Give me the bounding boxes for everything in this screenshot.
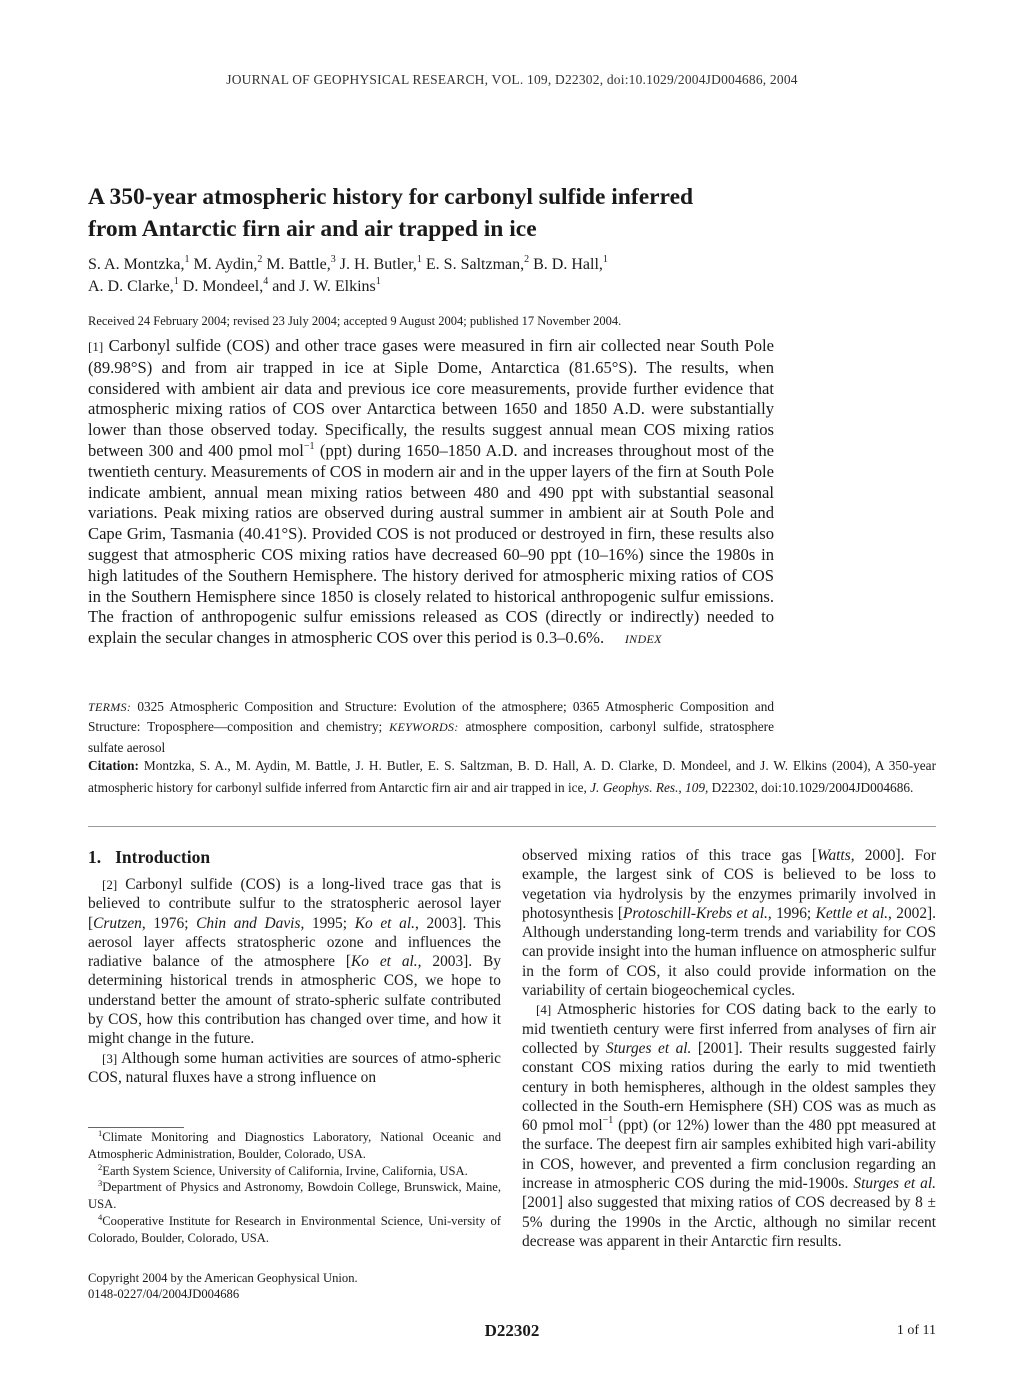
paragraph-number: [3] (102, 1050, 118, 1066)
text-run: , 2003]. This aerosol layer affects stratospheric ozone and influences the radiative balance of the atmosphere [ (88, 914, 501, 971)
citation-label: Citation: (88, 758, 139, 773)
footnote-marker: 1 (98, 1128, 103, 1138)
affiliation-marker: 2 (257, 254, 263, 265)
section-title: Introduction (115, 847, 211, 867)
article-title (88, 181, 948, 245)
section-divider (88, 826, 936, 827)
affiliation-marker: 1 (184, 254, 190, 265)
copyright-notice (88, 1271, 501, 1302)
paragraph-3-continued (522, 846, 936, 1000)
citation-doi: , D22302, doi:10.1029/2004JD004686. (705, 779, 914, 795)
citation-volume: 109 (685, 779, 705, 795)
unit-exponent: −1 (602, 1115, 614, 1127)
affiliation-marker: 1 (602, 254, 608, 265)
paragraph-3 (88, 1049, 501, 1088)
text-run: , 1976; (141, 914, 197, 932)
citation-author: Crutzen (93, 914, 142, 932)
abstract-text-cont: (ppt) during 1650–1850 A.D. and increases throughout most of the twentieth century. Measurements of COS in modern air and in the upper layers of the firn at South Pole indicate ambient, annual mean mixing ratios between 480 and 490 ppt with substantial seasonal variations. Peak mixing ratios are observed during austral summer in ambient air at South Pole and Cape Grim, Tasmania (40.41°S). Provided COS is not produced or destroyed in firn, these results also suggest that atmospheric COS mixing ratios have decreased 60–90 ppt (10–16%) since the 1980s in high latitudes of the Southern Hemisphere. The history derived for atmospheric mixing ratios of COS in the Southern Hemisphere since 1850 is closely related to historical anthropogenic sulfur emissions. The fraction of anthropogenic sulfur emissions released as COS (directly or indirectly) needed to explain the secular changes in atmospheric COS over this period is 0.3–0.6%. (88, 440, 775, 648)
citation-author: Chin and Davis (196, 914, 301, 932)
text-run: [2001]. Their results suggested fairly constant COS mixing ratios during the early to mid twentieth century in both hemispheres, although in the oldest samples they collected in the South-ern Hemisphere (SH) COS was as much as 60 pmol mol (522, 1039, 936, 1135)
citation-author: Protoschill-Krebs et al. (623, 904, 768, 922)
title-line-2: from Antarctic firn air and air trapped in ice (88, 216, 537, 242)
index-terms (88, 697, 774, 758)
author-list (88, 254, 948, 298)
citation-text: Montzka, S. A., M. Aydin, M. Battle, J. H. Butler, E. S. Saltzman, B. D. Hall, A. D. Clarke, D. Mondeel, and J. W. Elkins (2004), A 350-year atmospheric history for carbonyl sulfide inferred from Antarctic firn air and air trapped in ice, (88, 758, 936, 795)
page-identifier: D22302 (484, 1321, 540, 1340)
footnote (88, 1179, 501, 1213)
running-head: JOURNAL OF GEOPHYSICAL RESEARCH, VOL. 109, D22302, doi:10.1029/2004JD004686, 2004 (226, 72, 798, 87)
citation-author: Sturges et al. (605, 1039, 692, 1057)
author-name: M. Aydin, (193, 256, 258, 273)
author-name: A. D. Clarke, (88, 278, 174, 295)
paragraph-number: [1] (88, 339, 104, 354)
citation-author: Kettle et al. (815, 904, 889, 922)
affiliation-marker: 2 (524, 254, 530, 265)
citation-author: Ko et al. (350, 953, 418, 971)
affiliation-marker: 1 (173, 276, 179, 287)
title-line-1: A 350-year atmospheric history for carbonyl sulfide inferred (88, 184, 694, 210)
text-run: , 1996; (767, 904, 816, 922)
author-name: J. H. Butler, (339, 256, 417, 273)
text-run: , 1995; (300, 914, 355, 932)
affiliation-footnotes (88, 1129, 501, 1247)
text-run: , 2003]. By determining historical trends in atmospheric COS, we hope to understand better the amount of strato-spheric sulfate contributed by COS, how this contribution has changed over time, and how it might change in the future. (88, 953, 501, 1048)
citation-journal: J. Geophys. Res. (590, 779, 679, 795)
page-count: 1 of 11 (896, 1323, 936, 1338)
paragraph-text: Although some human activities are sources of atmo-spheric COS, natural fluxes have a strong influence on (88, 1049, 501, 1086)
author-name: M. Battle, (266, 256, 331, 273)
abstract (88, 336, 774, 650)
paragraph-text (88, 876, 501, 1047)
paragraph-2 (88, 875, 501, 1049)
paragraph-number: [2] (102, 877, 118, 892)
author-line-1 (88, 254, 948, 276)
citation-separator: , (678, 779, 686, 795)
received-dates: Received 24 February 2004; revised 23 July 2004; accepted 9 August 2004; published 17 November 2004. (88, 314, 622, 328)
paragraph-text (522, 847, 936, 999)
paragraph-4 (522, 1000, 936, 1251)
author-name: B. D. Hall, (533, 256, 603, 273)
section-number: 1. (88, 847, 102, 867)
footnote-marker: 4 (98, 1211, 103, 1222)
terms-label: TERMS: (88, 700, 132, 714)
unit-exponent: −1 (303, 440, 315, 452)
footnote-text: Climate Monitoring and Diagnostics Laboratory, National Oceanic and Atmospheric Administration, Boulder, Colorado, USA. (88, 1130, 501, 1161)
affiliation-marker: 4 (263, 276, 269, 287)
text-run: , 2000]. For example, the largest sink of COS is believed to be loss to vegetation via hydrolysis by the enzymes primarily involved in photosynthesis [ (522, 847, 936, 922)
text-run: , 2002]. Although understanding long-term trends and variability for COS can provide insight into the human influence on atmospheric sulfur in the form of COS, it also could provide information on the variability of certain biogeochemical cycles. (522, 904, 937, 1000)
citation-author: Sturges et al. (853, 1175, 936, 1193)
footnote-text: Department of Physics and Astronomy, Bowdoin College, Brunswick, Maine, USA. (88, 1180, 501, 1212)
citation (88, 755, 936, 798)
footnote (88, 1213, 501, 1247)
footnote (88, 1163, 501, 1180)
footnote-text: Cooperative Institute for Research in Environmental Science, Uni-versity of Colorado, Boulder, Colorado, USA. (88, 1213, 501, 1245)
index-label: INDEX (624, 632, 662, 647)
text-run: Carbonyl sulfide (COS) is a long-lived trace gas that is believed to contribute sulfur to the stratospheric aerosol layer [ (88, 876, 501, 932)
author-name: and J. W. Elkins (272, 278, 376, 295)
author-line-2 (88, 276, 948, 298)
text-run: (ppt) (or 12%) lower than the 480 ppt measured at the surface. The deepest firn air samples exhibited high vari-ability in COS, however, and prevented a firm conclusion regarding an increase in atmospheric COS during the mid-1900s. (522, 1117, 936, 1193)
right-column (522, 846, 936, 1251)
issn-line: 0148-0227/04/2004JD004686 (88, 1286, 240, 1301)
keywords-text: atmosphere composition, carbonyl sulfide, stratosphere sulfate aerosol (88, 719, 774, 755)
affiliation-marker: 1 (375, 276, 381, 287)
footnote-marker: 3 (98, 1178, 103, 1189)
section-heading-introduction (88, 846, 501, 868)
footnote (88, 1129, 501, 1163)
text-run: observed mixing ratios of this trace gas [ (522, 847, 818, 864)
paragraph-text (522, 1001, 936, 1250)
affiliation-marker: 1 (416, 254, 422, 265)
footnote-divider (88, 1127, 184, 1128)
text-run: [2001] also suggested that mixing ratios of COS decreased by 8 ± 5% during the 1990s in the Arctic, although no similar recent decrease was apparent in their Antarctic firn results. (522, 1194, 936, 1250)
copyright-line: Copyright 2004 by the American Geophysical Union. (88, 1271, 358, 1285)
affiliation-marker: 3 (330, 254, 336, 265)
abstract-text: Carbonyl sulfide (COS) and other trace gases were measured in firn air collected near South Pole (89.98°S) and from air trapped in ice at Siple Dome, Antarctica (81.65°S). The results, when considered with ambient air data and previous ice core measurements, provide further evidence that atmospheric mixing ratios of COS over Antarctica between 1650 and 1850 A.D. were substantially lower than those observed today. Specifically, the results suggest annual mean COS mixing ratios between 300 and 400 pmol mol (88, 336, 774, 460)
terms-text: 0325 Atmospheric Composition and Structure: Evolution of the atmosphere; 0365 Atmospheric Composition and Structure: Troposphere—composition and chemistry; (88, 699, 774, 735)
footnote-text: Earth System Science, University of California, Irvine, California, USA. (102, 1163, 468, 1178)
footnote-marker: 2 (98, 1161, 103, 1172)
author-name: D. Mondeel, (182, 278, 264, 295)
citation-author: Ko et al. (354, 914, 415, 932)
left-column (88, 846, 501, 1087)
text-run: Atmospheric histories for COS dating back to the early to mid twentieth century were first inferred from analyses of firn air collected by (522, 1001, 937, 1057)
author-name: E. S. Saltzman, (425, 256, 525, 273)
citation-author: Watts (817, 847, 851, 864)
author-name: S. A. Montzka, (88, 256, 185, 273)
paragraph-number: [4] (536, 1002, 552, 1018)
keywords-label: KEYWORDS: (389, 720, 459, 735)
